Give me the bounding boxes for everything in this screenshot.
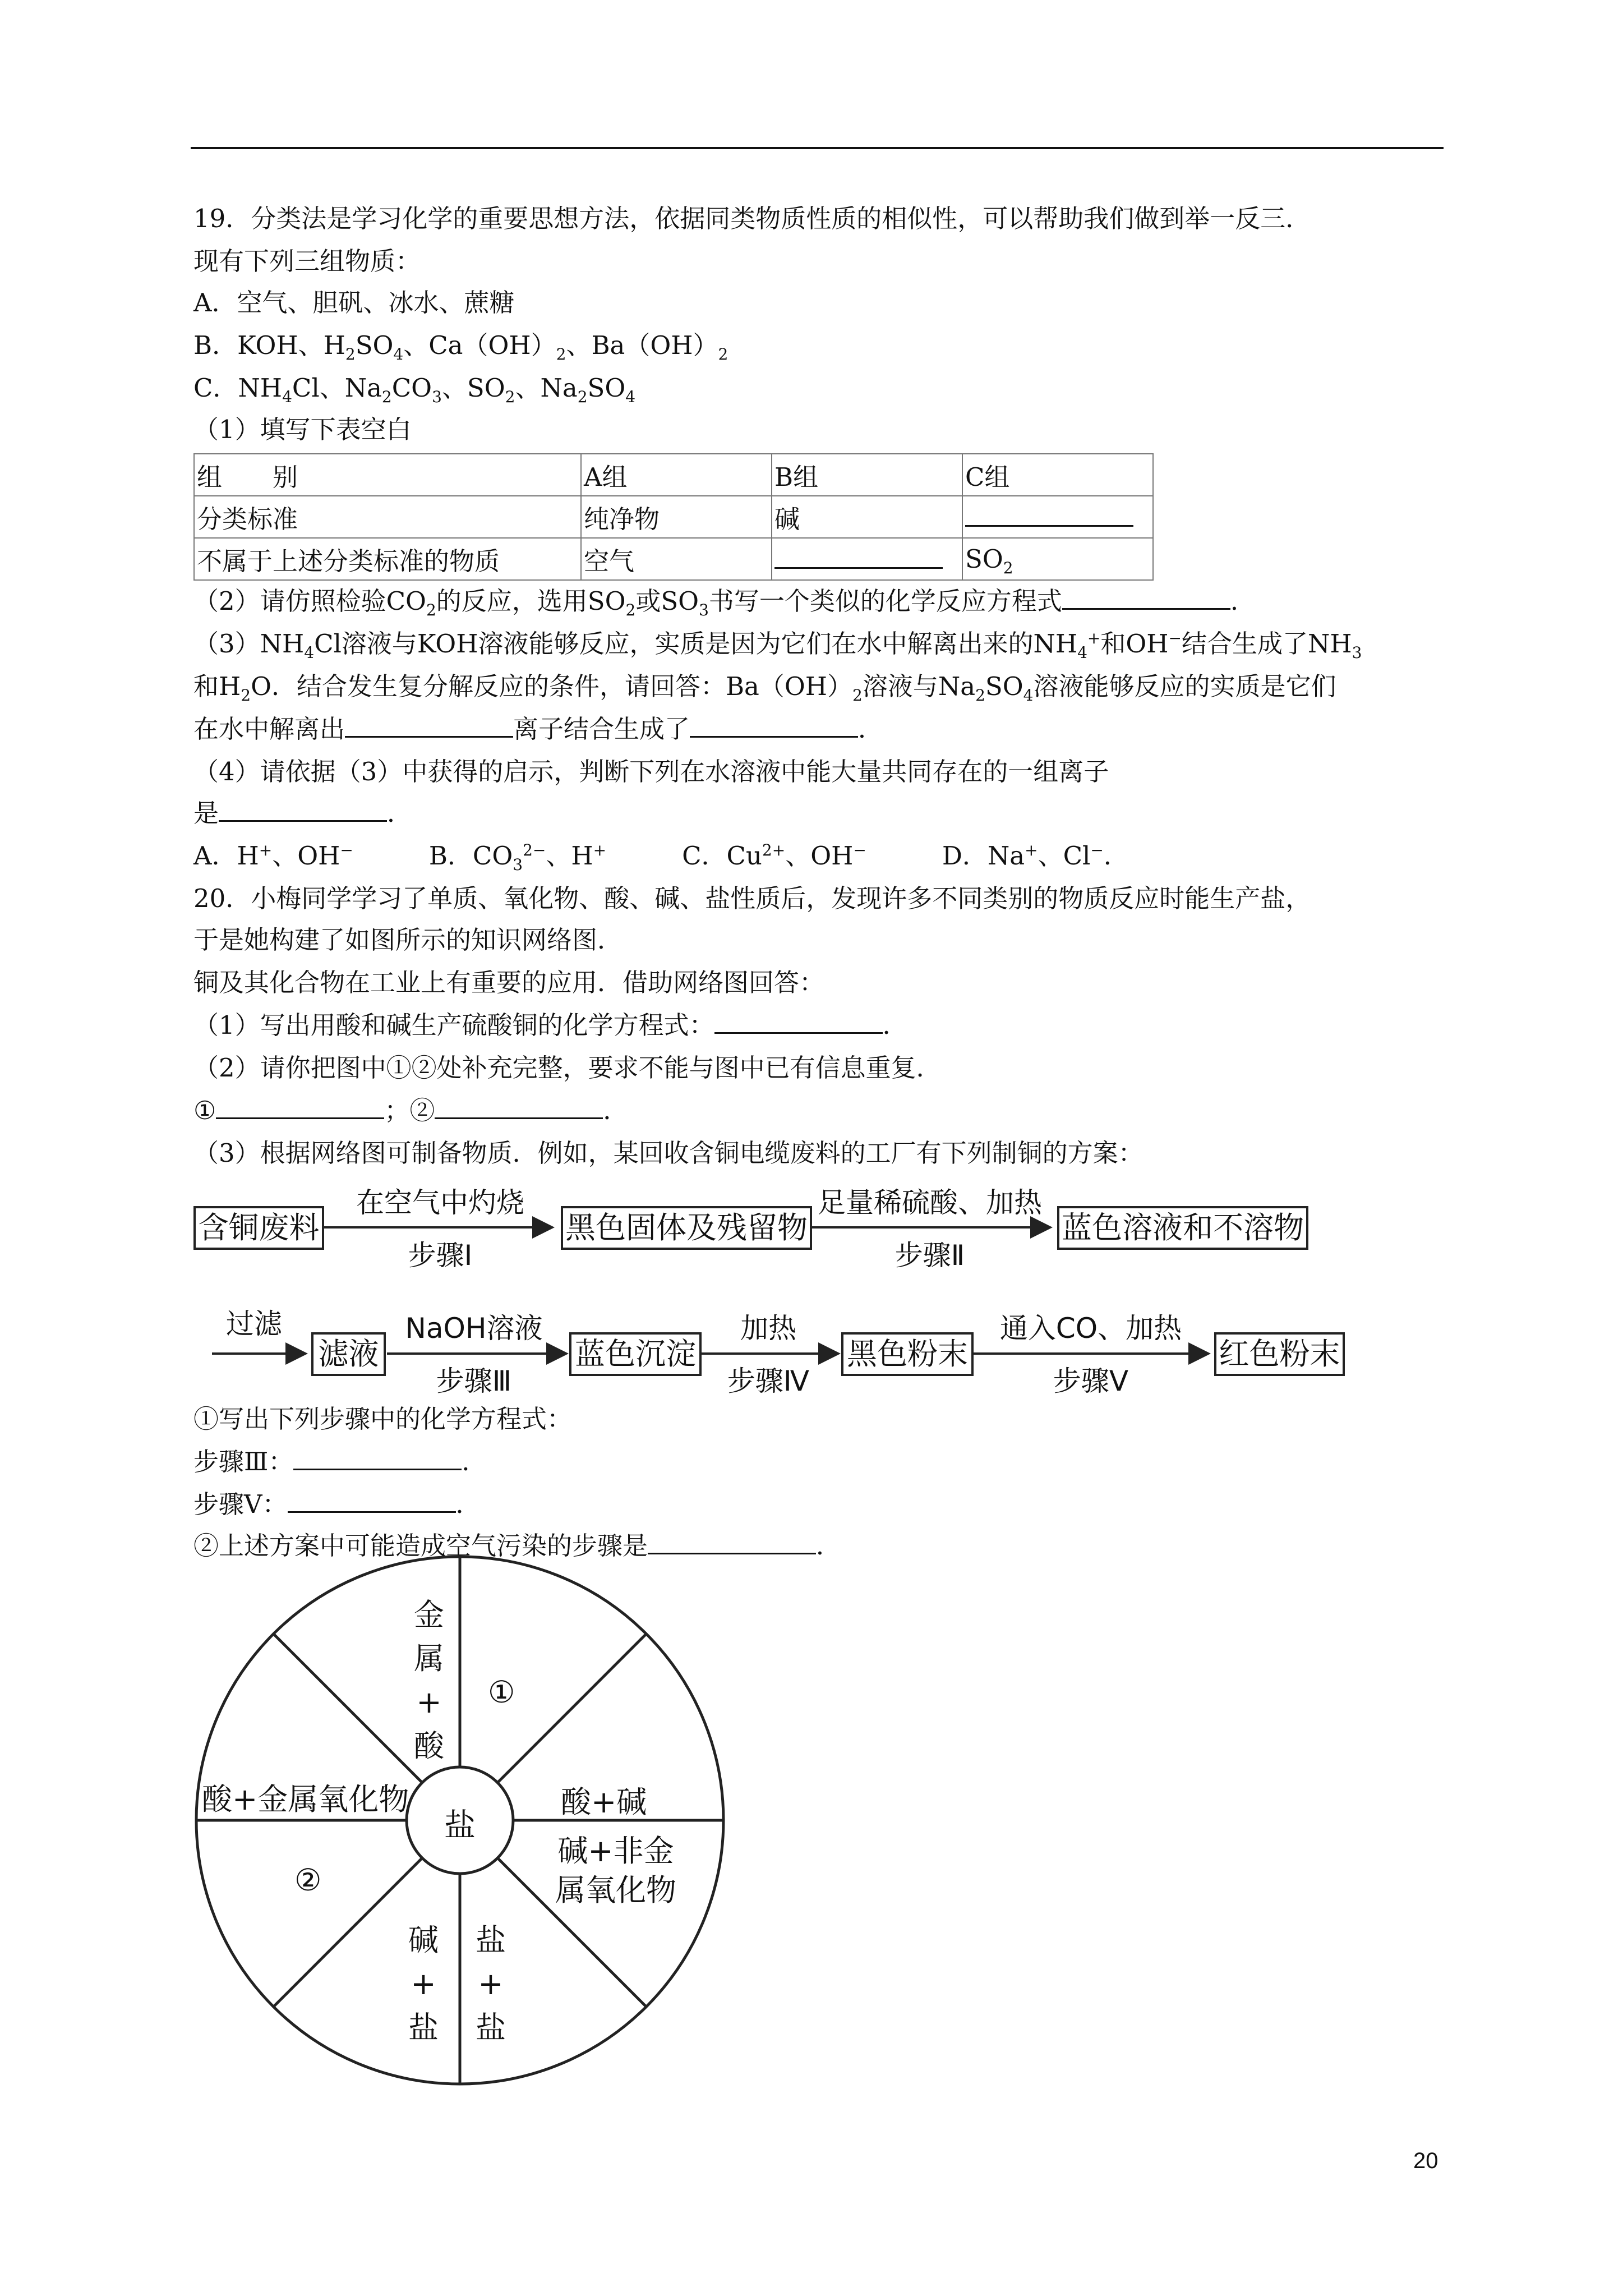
- q20-part3: （3）根据网络图可制备物质．例如，某回收含铜电缆废料的工厂有下列制铜的方案：: [193, 1138, 1144, 1168]
- q20-line1: 20．小梅同学学习了单质、氧化物、酸、碱、盐性质后，发现许多不同类别的物质反应时能生产盐，: [193, 884, 1311, 913]
- q20-step3: 步骤Ⅲ： ．: [193, 1445, 487, 1479]
- q19-options: A．H+、OH− B．$CO_3^{2-}$、H+ C．$Cu^{2+}$、OH− D．Na+、Cl−．: [193, 841, 1129, 874]
- wheel-metal-acid: 金 属 + 酸: [414, 1597, 444, 1764]
- wheel-base-salt: 碱 + 盐: [408, 1922, 439, 2045]
- q19-part2: （2）请仿照检验$CO_2$的反应，选用$SO_2$或$SO_3$书写一个类似的化学反应方程式 ．: [193, 585, 1256, 618]
- wheel-base-nonmetal-oxide: 碱+非金 属氧化物: [555, 1833, 676, 1908]
- table-cell: $SO_2$: [962, 538, 1153, 580]
- flow-label-step3-top: NaOH溶液: [405, 1312, 543, 1345]
- q19-group-b: B．KOH、$H_2SO_4$、$Ca(OH)_2$、$Ba(OH)_2$: [193, 330, 728, 364]
- table-cell: A组: [581, 454, 772, 496]
- flow-label-step5-bottom: 步骤Ⅴ: [1053, 1365, 1129, 1397]
- wheel-center-salt: 盐: [444, 1807, 476, 1844]
- wheel-blank-1: ①: [488, 1674, 515, 1710]
- table-cell: 碱: [772, 496, 962, 538]
- q20-line3: 铜及其化合物在工业上有重要的应用．借助网络图回答：: [193, 968, 825, 997]
- q19-part1: （1）填写下表空白: [193, 415, 412, 444]
- q19-line2: 现有下列三组物质：: [193, 246, 421, 276]
- flow-box-black-powder: 黑色粉末: [841, 1332, 974, 1376]
- wheel-salt-salt: 盐 + 盐: [476, 1922, 506, 2045]
- q20-sub2: ②上述方案中可能造成空气污染的步骤是 ．: [193, 1529, 841, 1563]
- flow-label-step5-top: 通入CO、加热: [999, 1312, 1182, 1345]
- table-cell: 纯净物: [581, 496, 772, 538]
- flow-label-step1-top: 在空气中灼烧: [356, 1186, 524, 1219]
- table-cell: 组 别: [194, 454, 581, 496]
- table-cell: 空气: [581, 538, 772, 580]
- q20-step5: 步骤Ⅴ： ．: [193, 1488, 481, 1521]
- flow-label-step3-bottom: 步骤Ⅲ: [436, 1365, 512, 1397]
- q19-part3-line2: 和$H_2O$．结合发生复分解反应的条件，请回答：$Ba(OH)_2$溶液与$Na_2SO_4$溶液能够反应的实质是它们: [193, 671, 1336, 705]
- q19-group-c: C．$NH_4Cl$、$Na_2CO_3$、$SO_2$、$Na_2SO_4$: [193, 373, 636, 406]
- wheel-blank-2: ②: [294, 1862, 322, 1898]
- flow-label-step1-bottom: 步骤Ⅰ: [408, 1239, 473, 1272]
- table-cell: C组: [962, 454, 1153, 496]
- q19-group-a: A．空气、胆矾、冰水、蔗糖: [193, 288, 515, 318]
- q20-part2-blanks: ① ；② ．: [193, 1094, 628, 1128]
- flow-label-filter: 过滤: [226, 1308, 282, 1340]
- q19-part4-line1: （4）请依据（3）中获得的启示，判断下列在水溶液中能大量共同存在的一组离子: [193, 757, 1109, 786]
- flow-box-blue-precipitate: 蓝色沉淀: [569, 1332, 702, 1376]
- flow-box-filtrate: 滤液: [311, 1332, 386, 1376]
- q19-part4-line2: 是 ．: [193, 797, 412, 830]
- page-number: 20: [1413, 2148, 1438, 2173]
- q20-part1: （1）写出用酸和碱生产硫酸铜的化学方程式： ．: [193, 1009, 908, 1042]
- wheel-acid-base: 酸+碱: [561, 1784, 647, 1820]
- table-cell: B组: [772, 454, 962, 496]
- q19-part3-line1: $(3)NH_4Cl$溶液与KOH溶液能够反应，实质是因为它们在水中解离出来的$NH_4^+$和OH−结合生成了$NH_3$: [193, 629, 1362, 662]
- flow-label-step2-bottom: 步骤Ⅱ: [895, 1239, 965, 1272]
- flow-label-step4-bottom: 步骤Ⅳ: [727, 1365, 810, 1397]
- flow-box-copper-waste: 含铜废料: [193, 1206, 324, 1250]
- q20-line2: 于是她构建了如图所示的知识网络图．: [193, 925, 623, 955]
- q20-part2: （2）请你把图中①②处补充完整，要求不能与图中已有信息重复．: [193, 1053, 942, 1083]
- flow-box-red-powder: 红色粉末: [1214, 1332, 1345, 1376]
- flow-label-step2-top: 足量稀硫酸、加热: [818, 1186, 1042, 1219]
- q19-line1: 19．分类法是学习化学的重要思想方法，依据同类物质性质的相似性，可以帮助我们做到举一反三．: [193, 204, 1311, 233]
- flow-label-step4-top: 加热: [740, 1312, 796, 1345]
- q19-part3-line3: 在水中解离出 离子结合生成了 ．: [193, 712, 883, 746]
- flow-box-blue-solution: 蓝色溶液和不溶物: [1057, 1206, 1308, 1250]
- table-cell: 不属于上述分类标准的物质: [194, 538, 581, 580]
- flow-box-black-solid: 黑色固体及残留物: [561, 1206, 812, 1250]
- wheel-acid-metal-oxide: 酸+金属氧化物: [202, 1782, 409, 1817]
- q20-sub1: ①写出下列步骤中的化学方程式：: [193, 1404, 573, 1434]
- table-cell: 分类标准: [194, 496, 581, 538]
